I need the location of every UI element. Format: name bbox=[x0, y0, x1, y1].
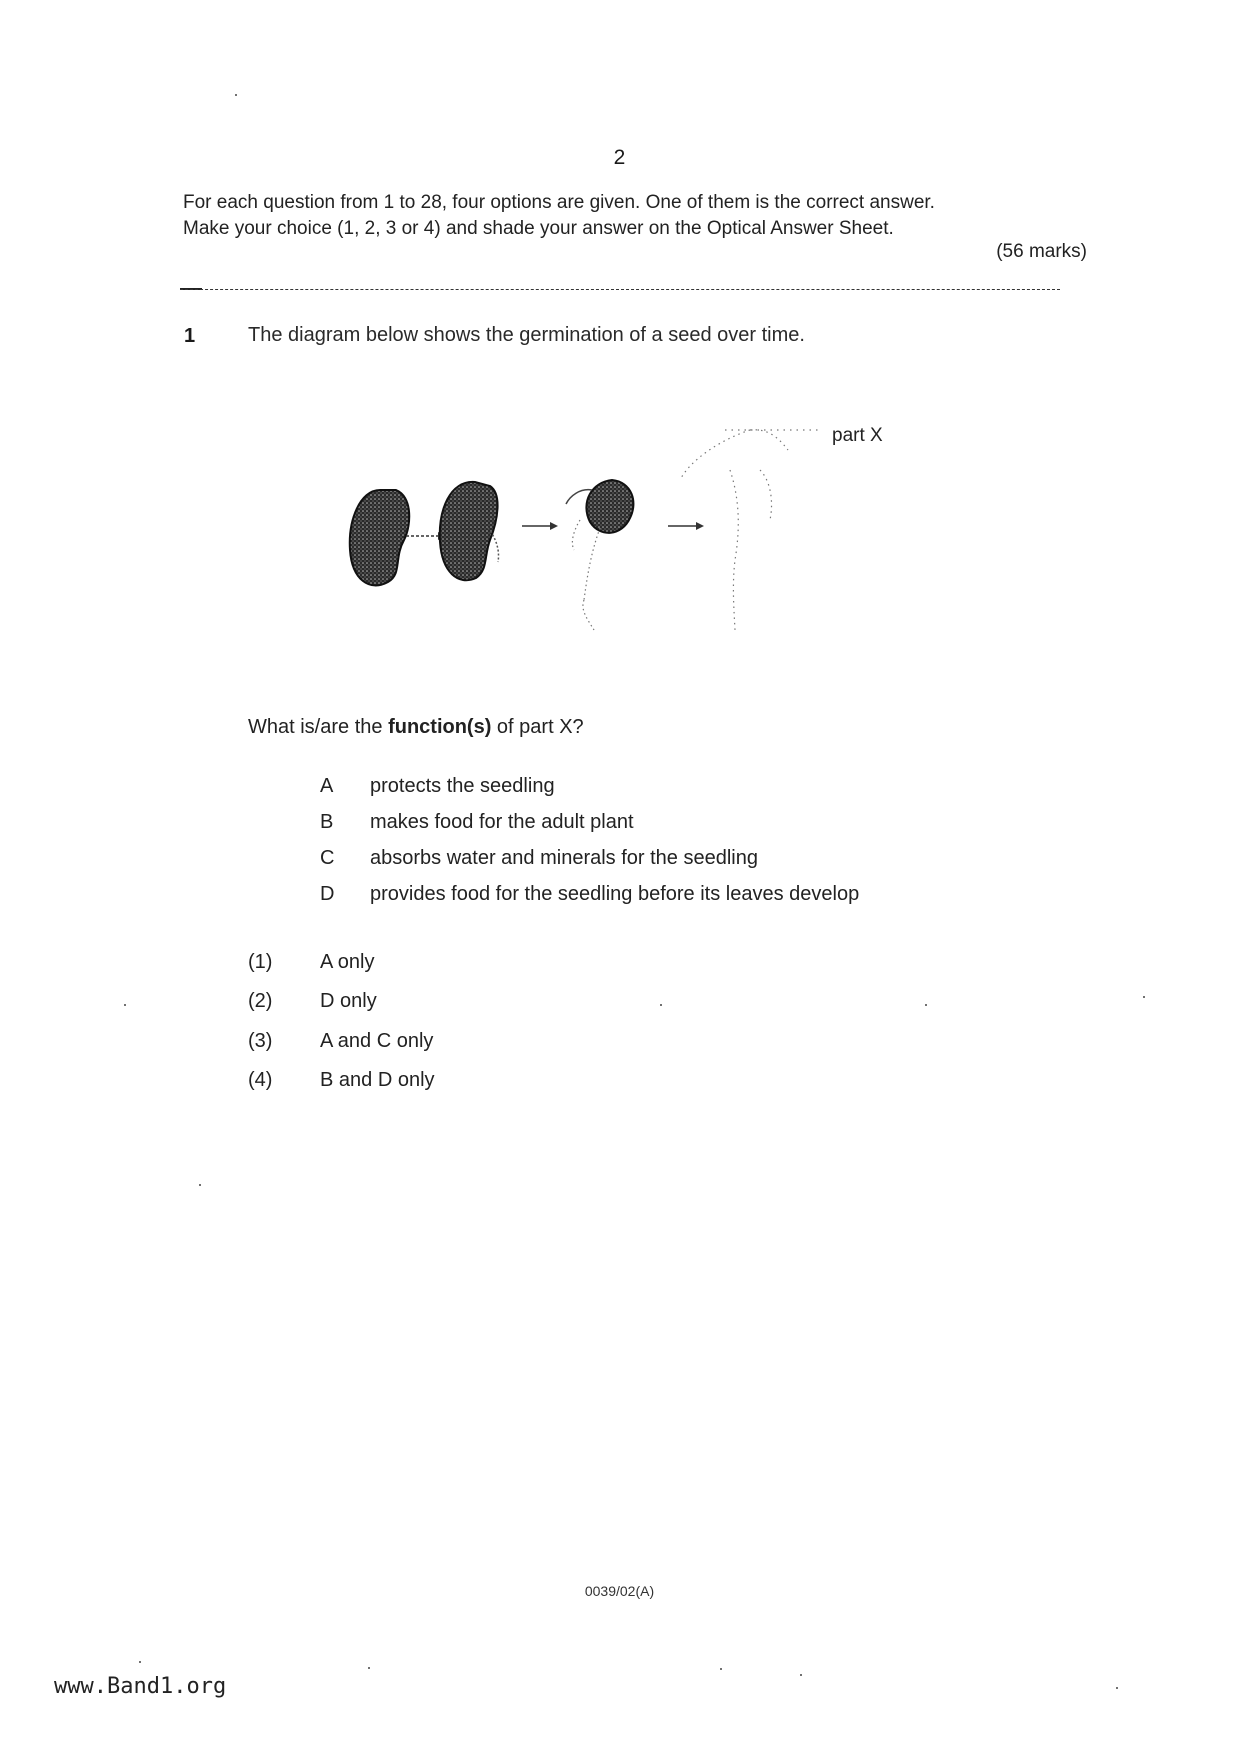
scan-speck bbox=[1143, 996, 1145, 998]
scan-speck bbox=[720, 1668, 722, 1670]
arrow-icon bbox=[668, 522, 704, 530]
watermark: www.Band1.org bbox=[54, 1674, 227, 1699]
scan-speck bbox=[124, 1004, 126, 1006]
question-number: 1 bbox=[184, 325, 196, 347]
option-number: (2) bbox=[248, 990, 273, 1012]
option-number: (4) bbox=[248, 1069, 273, 1091]
option-text: A only bbox=[320, 951, 375, 973]
option-number: (1) bbox=[248, 951, 273, 973]
statement-text: makes food for the adult plant bbox=[370, 811, 634, 833]
statement-letter: D bbox=[320, 883, 335, 905]
question-text: The diagram below shows the germination of a seed over time. bbox=[248, 324, 805, 346]
seed-stage-2 bbox=[440, 482, 499, 580]
page-number: 2 bbox=[613, 146, 626, 169]
statement-letter: B bbox=[320, 811, 334, 833]
option-number: (3) bbox=[248, 1030, 273, 1052]
option-text: D only bbox=[320, 990, 377, 1012]
statement-text: provides food for the seedling before its leaves develop bbox=[370, 883, 860, 905]
instructions-line-1: For each question from 1 to 28, four options are given. One of them is the correct answer. bbox=[183, 192, 935, 213]
instructions-line-2: Make your choice (1, 2, 3 or 4) and shade your answer on the Optical Answer Sheet. bbox=[183, 218, 894, 239]
scan-speck bbox=[199, 1184, 201, 1186]
option-text: A and C only bbox=[320, 1030, 434, 1052]
sub-question-prefix: What is/are the bbox=[248, 716, 389, 738]
arrow-icon bbox=[522, 522, 558, 530]
sub-question bbox=[248, 716, 584, 739]
section-divider bbox=[180, 289, 1060, 290]
germination-diagram bbox=[330, 410, 850, 640]
paper-code: 0039/02(A) bbox=[584, 1583, 655, 1599]
statement-letter: A bbox=[320, 775, 334, 797]
seedling-stage-3 bbox=[566, 480, 633, 630]
scan-speck bbox=[925, 1004, 927, 1006]
option-text: B and D only bbox=[320, 1069, 435, 1091]
part-x-label: part X bbox=[832, 425, 883, 446]
statement-text: protects the seedling bbox=[370, 775, 555, 797]
scan-speck bbox=[800, 1674, 802, 1676]
scan-speck bbox=[139, 1661, 141, 1663]
sub-question-bold: function(s) bbox=[388, 716, 492, 738]
scan-speck bbox=[235, 94, 237, 96]
seed-stage-1 bbox=[350, 490, 409, 585]
scan-speck bbox=[368, 1667, 370, 1669]
scan-speck bbox=[1116, 1687, 1118, 1689]
sub-question-suffix: of part X? bbox=[491, 716, 584, 738]
statement-text: absorbs water and minerals for the seedling bbox=[370, 847, 758, 869]
total-marks: (56 marks) bbox=[996, 241, 1087, 262]
statement-letter: C bbox=[320, 847, 335, 869]
scan-speck bbox=[660, 1004, 662, 1006]
